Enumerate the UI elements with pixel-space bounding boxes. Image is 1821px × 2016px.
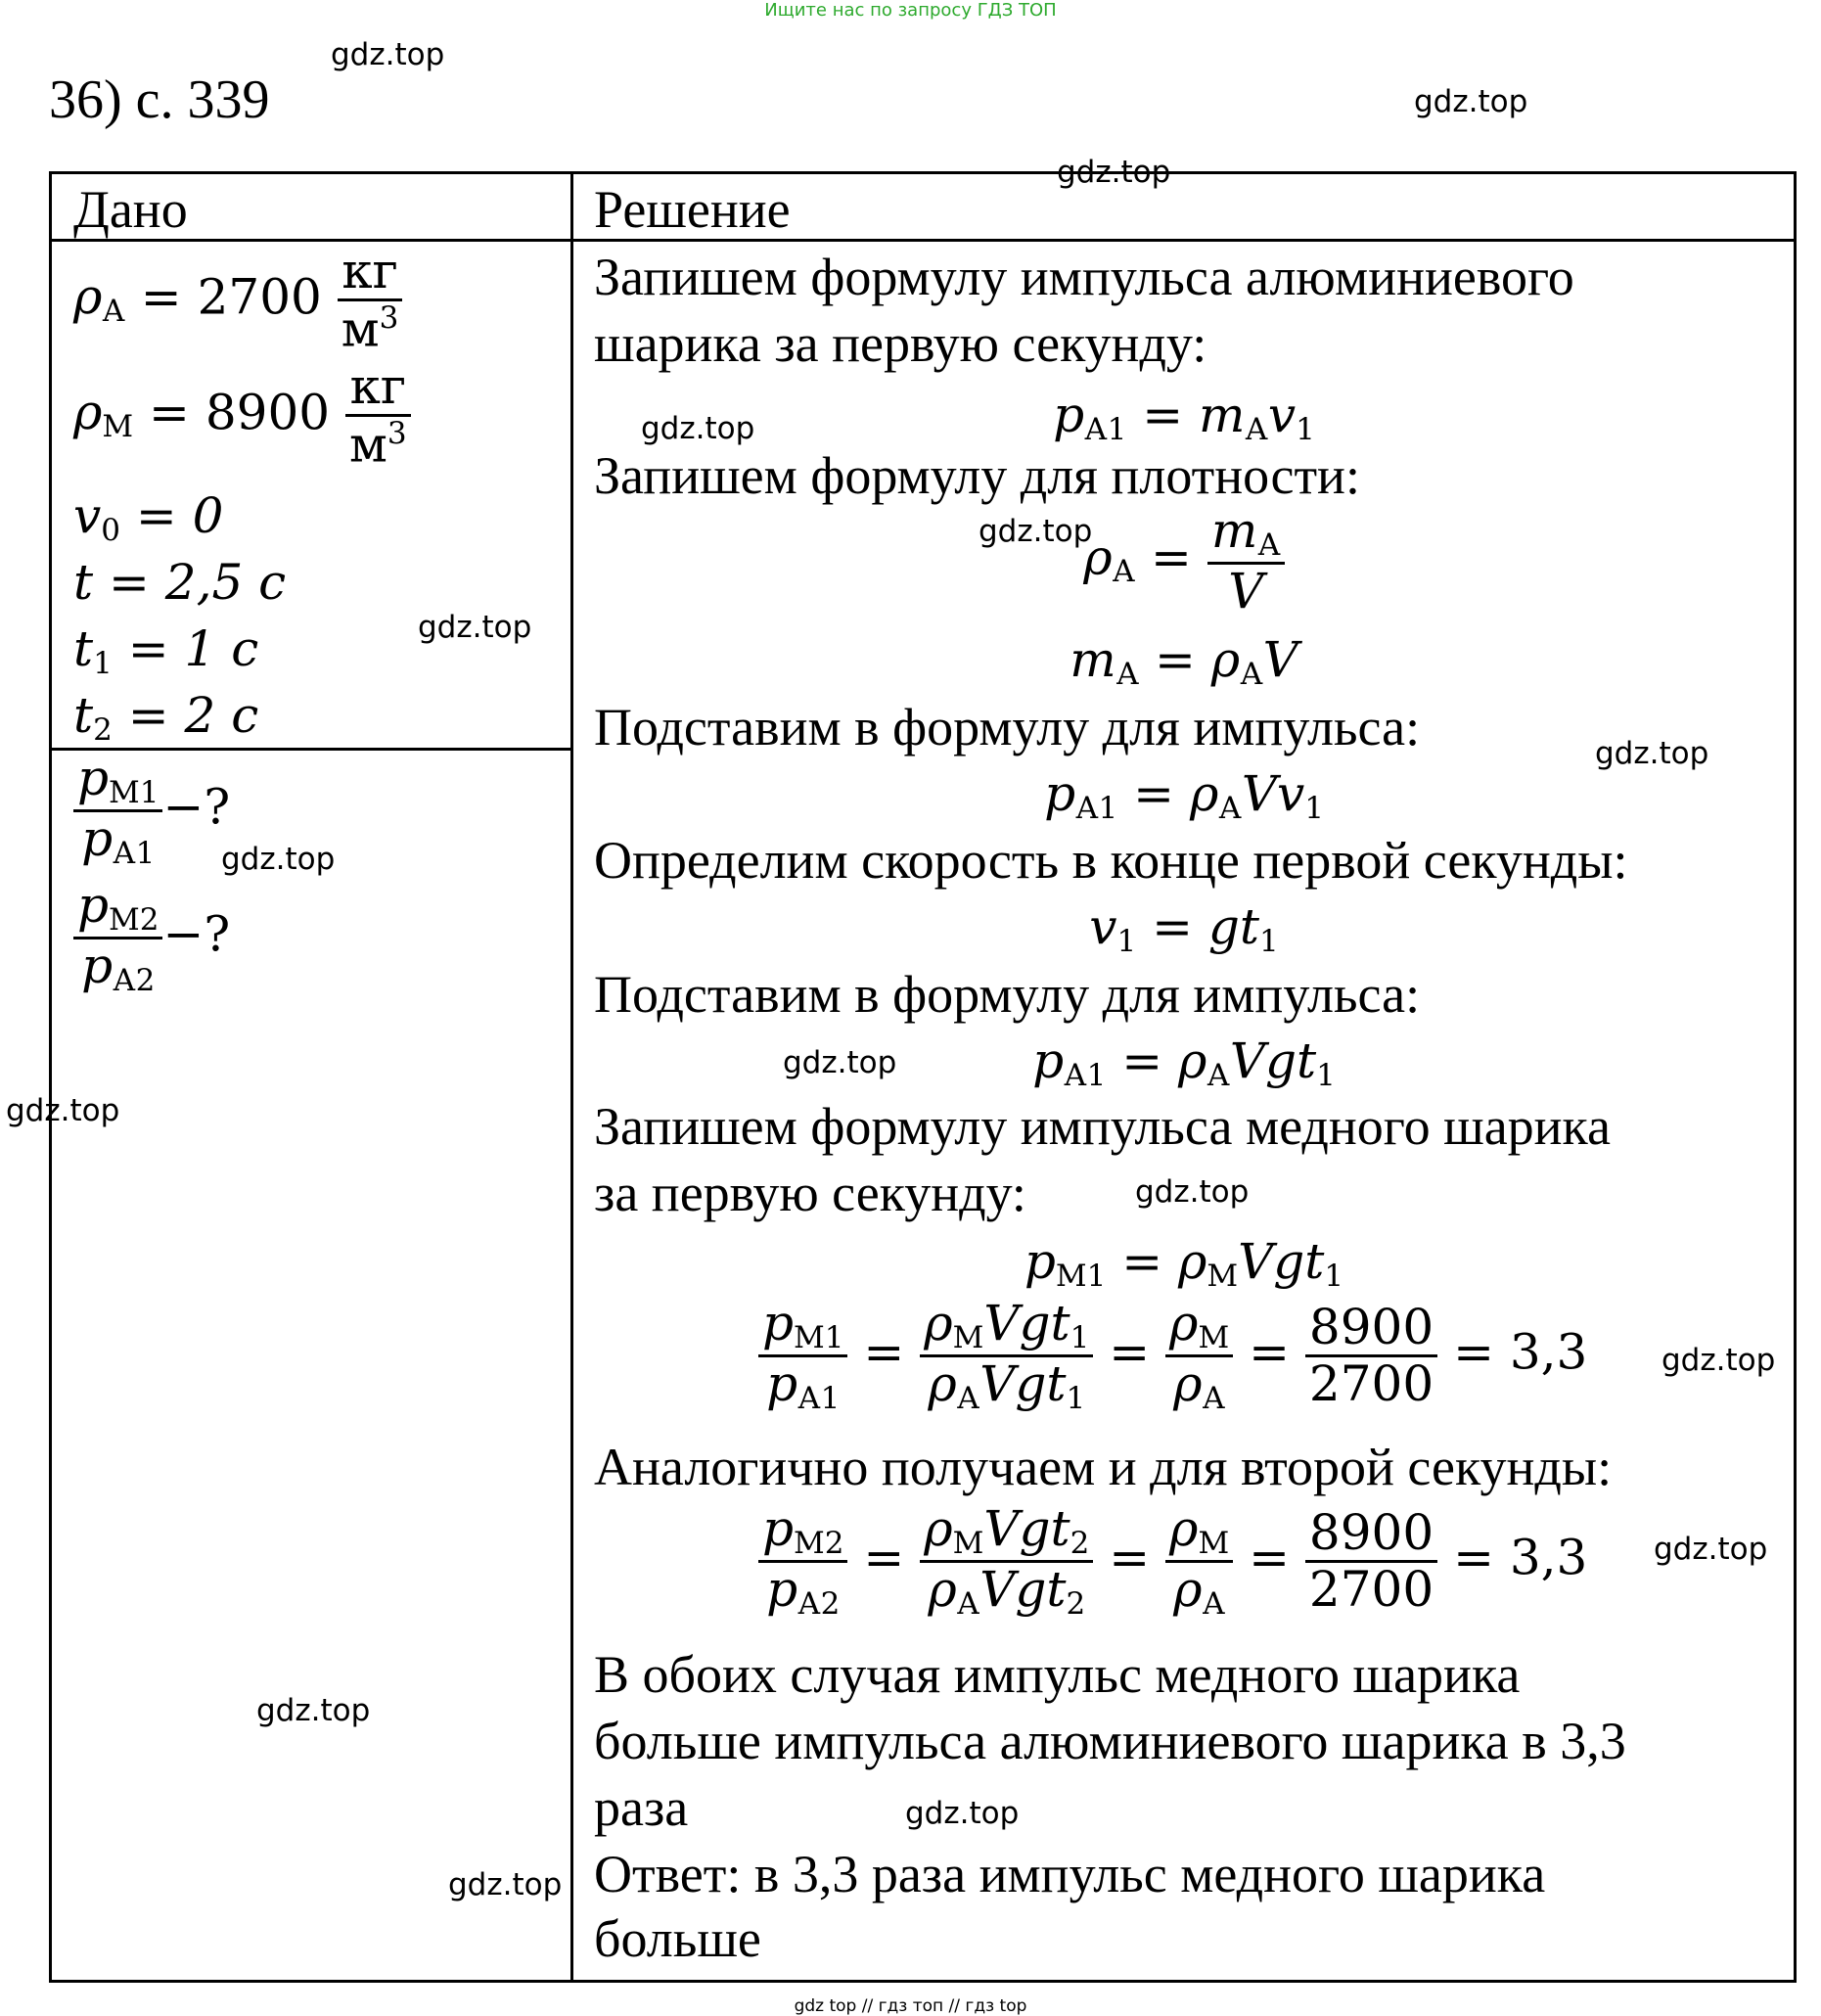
given-rho-aluminium: $\rho_А = 2700$ $\frac{кг}{м^3}$ [73, 245, 402, 357]
solution-text-10: В обоих случая импульс медного шарика [594, 1645, 1521, 1704]
formula-mass: $m_А = \rho_АV$ [1070, 631, 1298, 692]
header-divider [49, 239, 1794, 242]
solution-text-5: Определим скорость в конце первой секунды: [594, 831, 1628, 890]
column-divider [570, 171, 573, 1980]
solution-text-7: Запишем формулу импульса медного шарика [594, 1097, 1611, 1156]
find-ratio-second-second: $\frac{p_{М2}}{p_{А2}}$ −? [73, 879, 230, 997]
watermark: gdz.top [641, 411, 755, 446]
given-header: Дано [73, 180, 188, 239]
watermark: gdz.top [331, 37, 445, 72]
watermark: gdz.top [448, 1867, 563, 1902]
find-ratio-first-second: $\frac{p_{М1}}{p_{А1}}$ −? [73, 752, 230, 870]
solution-text-6: Подставим в формулу для импульса: [594, 965, 1421, 1024]
answer-text-1: Ответ: в 3,3 раза импульс медного шарика [594, 1845, 1546, 1903]
formula-momentum-substituted: $p_{А1} = \rho_АVv_1$ [1044, 765, 1324, 826]
search-banner[interactable]: Ищите нас по запросу ГДЗ ТОП [764, 0, 1057, 21]
given-rho-copper: $\rho_М = 8900$ $\frac{кг}{м^3}$ [73, 360, 411, 473]
given-find-divider [49, 748, 573, 751]
watermark: gdz.top [6, 1093, 120, 1128]
watermark: gdz.top [1662, 1343, 1776, 1378]
page-title: 36) с. 339 [49, 69, 270, 130]
watermark: gdz.top [979, 514, 1093, 549]
watermark: gdz.top [783, 1045, 897, 1080]
given-v0: $v_0 = 0$ [73, 487, 224, 548]
formula-velocity: $v_1 = gt_1$ [1089, 898, 1279, 959]
footer-links[interactable]: gdz top // гдз топ // гдз top [794, 1996, 1027, 2016]
watermark: gdz.top [1135, 1174, 1250, 1210]
given-t2: $t_2 = 2$ с [73, 687, 259, 748]
formula-momentum-cu: $p_{М1} = \rho_МVgt_1$ [1024, 1233, 1344, 1294]
formula-ratio-first: $\frac{p_{М1}}{p_{А1}}$ = $\frac{\rho_МVgt_1}{\rho_АVgt_1}$ = $\frac{\rho_М}{\rho_А}$ = $\frac{8900}{2700}$ = 3,3 [758, 1297, 1587, 1415]
solution-text-9: Аналогично получаем и для второй секунды: [594, 1438, 1613, 1496]
watermark: gdz.top [1654, 1532, 1768, 1567]
watermark: gdz.top [418, 610, 532, 645]
watermark: gdz.top [905, 1796, 1020, 1831]
solution-text-1: Запишем формулу импульса алюминиевого [594, 248, 1574, 306]
solution-text-4: Подставим в формулу для импульса: [594, 698, 1421, 756]
solution-header: Решение [594, 180, 791, 239]
watermark: gdz.top [1057, 155, 1171, 190]
solution-text-8: за первую секунду: [594, 1164, 1026, 1222]
given-t: t = 2,5 с [73, 554, 287, 611]
answer-text-2: больше [594, 1909, 761, 1968]
solution-text-11: больше импульса алюминиевого шарика в 3,3 [594, 1712, 1626, 1770]
formula-density: $\rho_А$ = $\frac{m_А}{V}$ [577, 504, 1791, 619]
formula-momentum-al: $p_{А1} = m_Аv_1$ [1053, 387, 1315, 447]
watermark: gdz.top [221, 842, 336, 877]
given-t1: $t_1 = 1$ с [73, 620, 259, 681]
solution-text-3: Запишем формулу для плотности: [594, 446, 1360, 505]
watermark: gdz.top [1414, 84, 1528, 119]
formula-ratio-second: $\frac{p_{М2}}{p_{А2}}$ = $\frac{\rho_МVgt_2}{\rho_АVgt_2}$ = $\frac{\rho_М}{\rho_А}$ = $\frac{8900}{2700}$ = 3,3 [758, 1502, 1587, 1621]
watermark: gdz.top [256, 1693, 371, 1728]
formula-momentum-al-final: $p_{А1} = \rho_АVgt_1$ [1032, 1032, 1336, 1093]
watermark: gdz.top [1595, 736, 1709, 771]
solution-text-2: шарика за первую секунду: [594, 314, 1207, 373]
solution-text-12: раза [594, 1778, 689, 1837]
